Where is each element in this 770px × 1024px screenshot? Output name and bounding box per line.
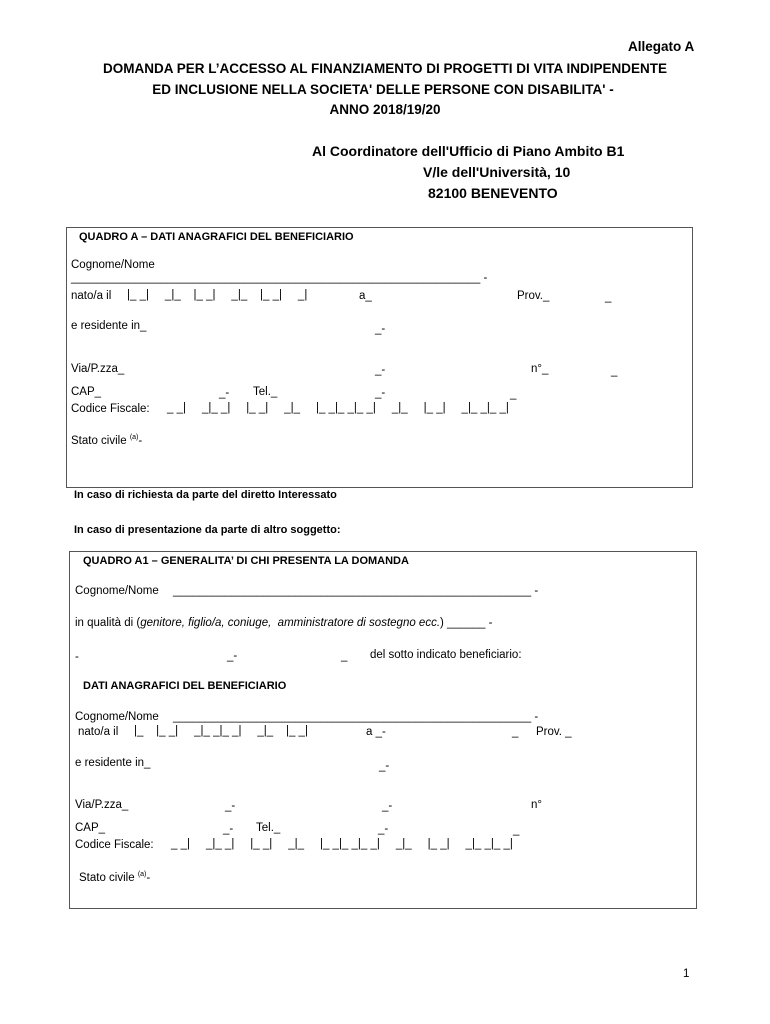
- quadro-a1-via-field2[interactable]: _-: [382, 800, 393, 812]
- quadro-a1-residente-label: e residente in_: [75, 757, 151, 769]
- recipient-line3: 82100 BENEVENTO: [428, 185, 558, 201]
- document-title-line2: ED INCLUSIONE NELLA SOCIETA' DELLE PERSONE CON DISABILITA' -: [152, 82, 614, 97]
- quadro-a1-stato-label: Stato civile: [79, 871, 135, 884]
- quadro-a1-cognome2-field[interactable]: ________________________________________________________ -: [173, 711, 539, 723]
- quadro-a-nato-label: nato/a il: [71, 290, 112, 302]
- quadro-a1-birthplace-end[interactable]: _: [512, 726, 519, 738]
- quadro-a1-qualita-prefix: in qualità di (: [75, 617, 141, 629]
- quadro-a1-residente-field[interactable]: _-: [379, 760, 390, 772]
- quadro-a1-birthplace-field[interactable]: a _-: [366, 726, 386, 738]
- quadro-a1-title: QUADRO A1 – GENERALITA’ DI CHI PRESENTA LA DOMANDA: [83, 555, 409, 567]
- quadro-a-tel-end[interactable]: _: [510, 388, 517, 400]
- note-altro-soggetto: In caso di presentazione da parte di altro soggetto:: [74, 524, 341, 536]
- quadro-a1-cognome-field[interactable]: ________________________________________________________ -: [173, 585, 539, 597]
- recipient-line1: Al Coordinatore dell'Ufficio di Piano Ambito B1: [312, 143, 625, 159]
- quadro-a1-via-field[interactable]: _-: [225, 800, 236, 812]
- quadro-a-birthplace-label: a_: [359, 290, 372, 302]
- quadro-a1-stato-civile: [79, 871, 150, 884]
- quadro-a1-cap-label: CAP_: [75, 822, 106, 834]
- quadro-a-tel-label: Tel._: [253, 386, 278, 398]
- quadro-a1-dati-title: DATI ANAGRAFICI DEL BENEFICIARIO: [83, 680, 287, 692]
- quadro-a1-prov-label: Prov. _: [536, 726, 572, 738]
- quadro-a1-nato-label: nato/a il: [78, 726, 119, 738]
- page-number: 1: [683, 968, 690, 980]
- quadro-a-stato-civile: [71, 434, 142, 447]
- quadro-a1-beneficiario-text: del sotto indicato beneficiario:: [370, 649, 522, 661]
- quadro-a-tel-field[interactable]: _-: [375, 387, 386, 399]
- quadro-a1-birthdate-field[interactable]: |_ |_ _| _|_ _|_ _| _|_ |_ _|: [134, 725, 308, 737]
- quadro-a1-tel-field[interactable]: _-: [378, 823, 389, 835]
- quadro-a-numero-label: n°_: [531, 363, 549, 375]
- quadro-a-stato-note: (a): [129, 434, 139, 441]
- quadro-a1-via-label: Via/P.zza_: [75, 799, 129, 811]
- quadro-a-numero-field[interactable]: _: [611, 365, 618, 377]
- quadro-a-cognome-field[interactable]: ________________________________________________________________ -: [71, 272, 488, 284]
- quadro-a-cap-label: CAP_: [71, 386, 102, 398]
- quadro-a-birthdate-field[interactable]: |_ _| _|_ |_ _| _|_ |_ _| _|: [127, 289, 308, 301]
- quadro-a-cf-label: Codice Fiscale:: [71, 403, 150, 415]
- quadro-a1-cf-label: Codice Fiscale:: [75, 839, 154, 851]
- quadro-a-cf-field[interactable]: _ _| _|_ _| |_ _| _|_ |_ _|_ _|_ _| _|_ |_ _| _|_ _|_ _|: [167, 402, 509, 414]
- quadro-a-stato-field[interactable]: -: [138, 434, 143, 447]
- document-title-line3: ANNO 2018/19/20: [329, 102, 441, 117]
- quadro-a1-tel-label: Tel._: [256, 822, 281, 834]
- quadro-a1-stato-note: (a): [137, 871, 147, 878]
- quadro-a1-cognome-label: Cognome/Nome: [75, 585, 159, 597]
- quadro-a-cap-field[interactable]: _-: [219, 387, 230, 399]
- quadro-a1-stato-field[interactable]: -: [146, 871, 151, 884]
- quadro-a1-cf-field[interactable]: _ _| _|_ _| |_ _| _|_ |_ _|_ _|_ _| _|_ |_ _| _|_ _|_ _|: [171, 838, 513, 850]
- quadro-a-residente-field[interactable]: _-: [375, 323, 386, 335]
- quadro-a-prov-field[interactable]: _: [605, 291, 612, 303]
- quadro-a-residente-label: e residente in_: [71, 320, 147, 332]
- quadro-a1-box: [69, 551, 697, 909]
- quadro-a1-qualita-examples: genitore, figlio/a, coniuge, amministratore di sostegno ecc.: [140, 617, 441, 629]
- quadro-a1-row3-field2[interactable]: _: [341, 650, 348, 662]
- quadro-a1-numero-label: n°: [531, 799, 542, 811]
- recipient-line2: V/le dell'Università, 10: [423, 164, 571, 180]
- quadro-a-prov-label: Prov._: [517, 290, 550, 302]
- quadro-a-box: [66, 227, 693, 488]
- quadro-a-stato-label: Stato civile: [71, 434, 127, 447]
- quadro-a1-qualita: [75, 617, 492, 629]
- quadro-a-cognome-label: Cognome/Nome: [71, 259, 155, 271]
- quadro-a-via-field[interactable]: _-: [375, 364, 386, 376]
- quadro-a1-tel-end[interactable]: _: [513, 824, 520, 836]
- quadro-a1-row3-start[interactable]: -: [75, 651, 79, 663]
- quadro-a-via-label: Via/P.zza_: [71, 363, 125, 375]
- quadro-a1-qualita-field[interactable]: ) ______ -: [440, 617, 493, 629]
- allegato-label: Allegato A: [628, 39, 695, 54]
- document-title-line1: DOMANDA PER L’ACCESSO AL FINANZIAMENTO DI PROGETTI DI VITA INDIPENDENTE: [102, 61, 668, 76]
- quadro-a1-cognome2-label: Cognome/Nome: [75, 711, 159, 723]
- quadro-a-title: QUADRO A – DATI ANAGRAFICI DEL BENEFICIARIO: [79, 231, 354, 243]
- note-diretto-interessato: In caso di richiesta da parte del diretto Interessato: [74, 489, 337, 501]
- quadro-a1-row3-field[interactable]: _-: [227, 650, 238, 662]
- quadro-a1-cap-field[interactable]: _-: [223, 823, 234, 835]
